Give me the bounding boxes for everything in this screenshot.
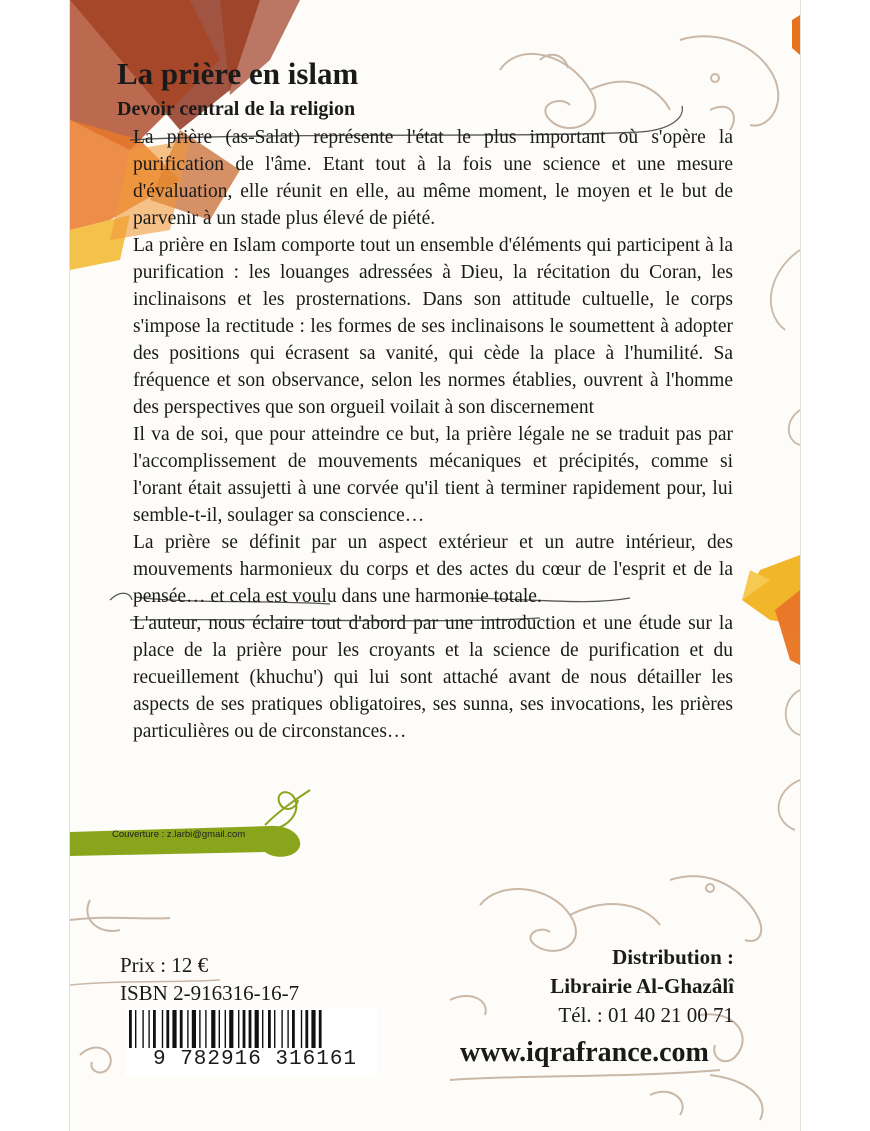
synopsis-paragraph-1: La prière (as-Salat) représente l'état le plus important où s'opère la purification de l'âme. Etant tout à la fois une science et une mesure d'évaluation, elle réunit en elle, au même moment, le moyen et le but de parvenir à un stade plus élevé de piété. bbox=[133, 127, 733, 229]
book-back-cover bbox=[70, 0, 800, 1131]
distributor-phone: Tél. : 01 40 21 00 71 bbox=[558, 1003, 734, 1027]
synopsis-paragraph-3: Il va de soi, que pour atteindre ce but, la prière légale ne se traduit pas par l'accomplissement de mouvements mécaniques et précipités, comme si l'orant était assujetti à une corvée qu'il tient à terminer rapidement pour, lui semble-t-il, soulager sa conscience… bbox=[133, 424, 733, 526]
website-link[interactable]: www.iqrafrance.com bbox=[460, 1037, 709, 1068]
distribution-label: Distribution : bbox=[612, 945, 734, 969]
ornament-right-icon bbox=[771, 250, 800, 830]
synopsis-paragraph-4: La prière se définit par un aspect extérieur et un autre intérieur, des mouvements harmonieux du corps et des actes du cœur de l'esprit et de la pensée… et cela est voulu dans une harmonie totale. bbox=[133, 532, 733, 607]
green-swirl-icon bbox=[70, 790, 310, 857]
ornament-top-icon bbox=[500, 36, 778, 130]
flower-right-icon bbox=[742, 555, 800, 665]
cover-credit: Couverture : z.larbi@gmail.com bbox=[112, 829, 246, 840]
synopsis-paragraph-5: L'auteur, nous éclaire tout d'abord par une introduction et une étude sur la place de la prière pour les croyants et la science de purification et du recueillement (khuchu') qui lui sont attaché avant de nous détailler les aspects de ses pratiques obligatoires, ses sunna, ses invocations, les prières particulières ou de circonstances… bbox=[133, 613, 733, 742]
distributor-name: Librairie Al-Ghazâlî bbox=[550, 974, 734, 998]
price: Prix : 12 € bbox=[120, 953, 209, 977]
book-title: La prière en islam bbox=[117, 56, 359, 91]
barcode-number: 9 782916 316161 bbox=[150, 1048, 360, 1071]
synopsis-paragraph-2: La prière en Islam comporte tout un ensemble d'éléments qui participent à la purification : les louanges adressées à Dieu, la récitation du Coran, les inclinaisons et les prosternations. Dans son attitude cultuelle, le corps s'impose la rectitude : les formes de ses inclinaisons le soumettent à adopter des positions qui écrasent sa vanité, qui cède la place à l'humilité. Sa fréquence et son observance, selon les normes établies, ouvrent à l'homme des perspectives que son orgueil voilait à son discernement bbox=[133, 235, 733, 418]
distribution-block bbox=[550, 945, 734, 1028]
synopsis bbox=[133, 124, 733, 745]
isbn: ISBN 2-916316-16-7 bbox=[120, 981, 300, 1005]
book-subtitle: Devoir central de la religion bbox=[117, 98, 356, 120]
